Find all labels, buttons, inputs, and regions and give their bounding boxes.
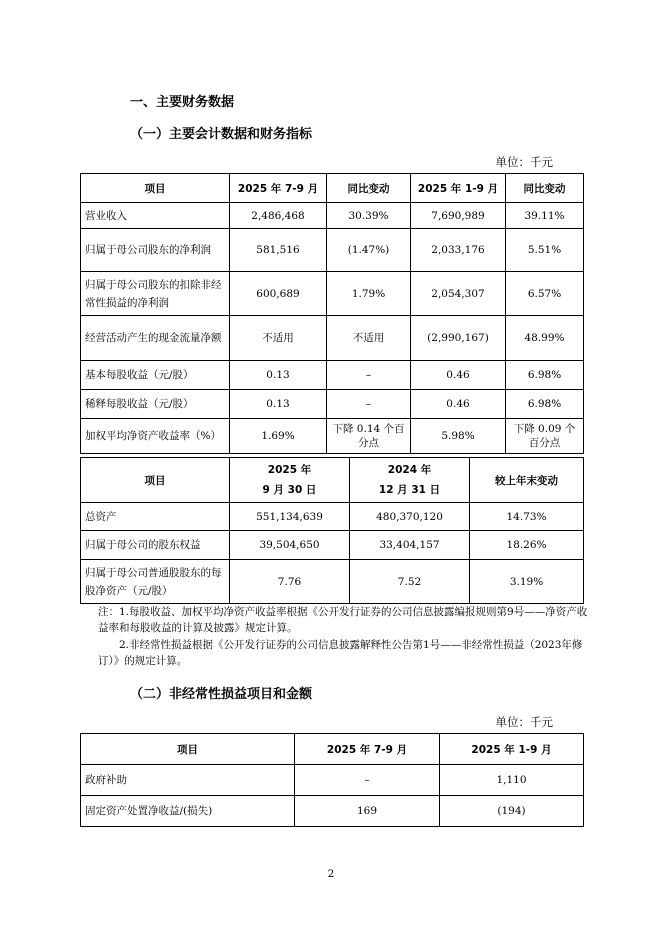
table-cell: 6.98% bbox=[506, 390, 584, 419]
table-cell: 5.51% bbox=[506, 229, 584, 272]
subsection-heading-2: （二）非经常性损益项目和金额 bbox=[130, 687, 313, 702]
column-header bbox=[350, 458, 470, 503]
financial-indicators-table bbox=[80, 173, 584, 454]
row-label: 稀释每股收益（元/股） bbox=[81, 390, 230, 419]
footnote-2: 2.非经常性损益根据《公开发行证券的公司信息披露解释性公告第1号——非经常性损益（2023年修订）》的规定计算。 bbox=[98, 639, 583, 667]
table-row bbox=[81, 765, 584, 796]
table-cell: 5.98% bbox=[411, 419, 506, 454]
table-row bbox=[81, 272, 584, 316]
table-cell: 48.99% bbox=[506, 316, 584, 361]
table-cell: 6.57% bbox=[506, 272, 584, 316]
column-header: 2025 年 7-9 月 bbox=[295, 734, 440, 765]
row-label: 归属于母公司股东的净利润 bbox=[81, 229, 230, 272]
header-line: 9 月 30 日 bbox=[262, 484, 317, 496]
table-cell: (194) bbox=[440, 796, 584, 827]
table-cell: 0.46 bbox=[411, 390, 506, 419]
table-cell: 39,504,650 bbox=[230, 531, 350, 560]
table-row bbox=[81, 419, 584, 454]
table-cell: 480,370,120 bbox=[350, 503, 470, 531]
row-label: 经营活动产生的现金流量净额 bbox=[81, 316, 230, 361]
column-header: 同比变动 bbox=[327, 174, 411, 203]
table-cell: 7,690,989 bbox=[411, 203, 506, 229]
row-label: 加权平均净资产收益率（%） bbox=[81, 419, 230, 454]
unit-label-2: 单位：千元 bbox=[495, 715, 553, 729]
table-row bbox=[81, 503, 584, 531]
table-row bbox=[81, 390, 584, 419]
table-cell: 不适用 bbox=[230, 316, 327, 361]
column-header: 项目 bbox=[81, 458, 230, 503]
table-row bbox=[81, 229, 584, 272]
section-heading: 一、主要财务数据 bbox=[130, 95, 235, 110]
unit-label-1: 单位：千元 bbox=[495, 155, 553, 169]
table-cell: 1,110 bbox=[440, 765, 584, 796]
table-cell: 1.79% bbox=[327, 272, 411, 316]
column-header: 较上年末变动 bbox=[470, 458, 584, 503]
row-label: 归属于母公司股东的扣除非经常性损益的净利润 bbox=[81, 272, 230, 316]
table-cell: 600,689 bbox=[230, 272, 327, 316]
header-line: 12 月 31 日 bbox=[378, 484, 441, 496]
table-cell: 3.19% bbox=[470, 560, 584, 604]
column-header: 2025 年 7-9 月 bbox=[230, 174, 327, 203]
table-cell: 不适用 bbox=[327, 316, 411, 361]
column-header: 同比变动 bbox=[506, 174, 584, 203]
table-row bbox=[81, 531, 584, 560]
table-cell: 14.73% bbox=[470, 503, 584, 531]
table-row bbox=[81, 560, 584, 604]
row-label: 归属于母公司普通股股东的每股净资产（元/股） bbox=[81, 560, 230, 604]
column-header: 2025 年 1-9 月 bbox=[440, 734, 584, 765]
table-cell: 2,033,176 bbox=[411, 229, 506, 272]
table-cell: (2,990,167) bbox=[411, 316, 506, 361]
table-cell: 6.98% bbox=[506, 361, 584, 390]
table-cell: – bbox=[327, 361, 411, 390]
row-label: 固定资产处置净收益/(损失) bbox=[81, 796, 295, 827]
table-cell: 169 bbox=[295, 796, 440, 827]
table-cell: 39.11% bbox=[506, 203, 584, 229]
table-cell: 2,486,468 bbox=[230, 203, 327, 229]
column-header: 2025 年 1-9 月 bbox=[411, 174, 506, 203]
table-cell: 551,134,639 bbox=[230, 503, 350, 531]
column-header bbox=[230, 458, 350, 503]
row-label: 总资产 bbox=[81, 503, 230, 531]
table-cell: – bbox=[295, 765, 440, 796]
table-row bbox=[81, 203, 584, 229]
page-number: 2 bbox=[327, 868, 335, 880]
footnote-1: 注：1.每股收益、加权平均净资产收益率根据《公开发行证券的公司信息披露编报规则第9号——净资产收益率和每股收益的计算及披露》规定计算。 bbox=[98, 606, 588, 634]
table-cell: 33,404,157 bbox=[350, 531, 470, 560]
table-cell: 581,516 bbox=[230, 229, 327, 272]
table-cell: 2,054,307 bbox=[411, 272, 506, 316]
table-cell: 0.13 bbox=[230, 361, 327, 390]
row-label: 政府补助 bbox=[81, 765, 295, 796]
table-header-row bbox=[81, 174, 584, 203]
row-label: 营业收入 bbox=[81, 203, 230, 229]
row-label: 归属于母公司的股东权益 bbox=[81, 531, 230, 560]
header-line: 2024 年 bbox=[387, 464, 432, 476]
subsection-heading-1: （一）主要会计数据和财务指标 bbox=[130, 127, 313, 142]
balance-sheet-table bbox=[80, 457, 584, 604]
table-cell: 18.26% bbox=[470, 531, 584, 560]
non-recurring-items-table bbox=[80, 733, 584, 827]
table-cell: 0.13 bbox=[230, 390, 327, 419]
column-header: 项目 bbox=[81, 734, 295, 765]
table-cell: 30.39% bbox=[327, 203, 411, 229]
table-row bbox=[81, 361, 584, 390]
table-cell: 7.52 bbox=[350, 560, 470, 604]
table-cell: 下降 0.09 个百分点 bbox=[506, 419, 584, 454]
table-cell: 下降 0.14 个百分点 bbox=[327, 419, 411, 454]
table-cell: 1.69% bbox=[230, 419, 327, 454]
table-cell: (1.47%) bbox=[327, 229, 411, 272]
table-cell: 7.76 bbox=[230, 560, 350, 604]
table-row bbox=[81, 796, 584, 827]
table-header-row bbox=[81, 734, 584, 765]
table-row bbox=[81, 316, 584, 361]
table-header-row bbox=[81, 458, 584, 503]
row-label: 基本每股收益（元/股） bbox=[81, 361, 230, 390]
header-line: 2025 年 bbox=[267, 464, 312, 476]
table-cell: – bbox=[327, 390, 411, 419]
column-header: 项目 bbox=[81, 174, 230, 203]
table-cell: 0.46 bbox=[411, 361, 506, 390]
